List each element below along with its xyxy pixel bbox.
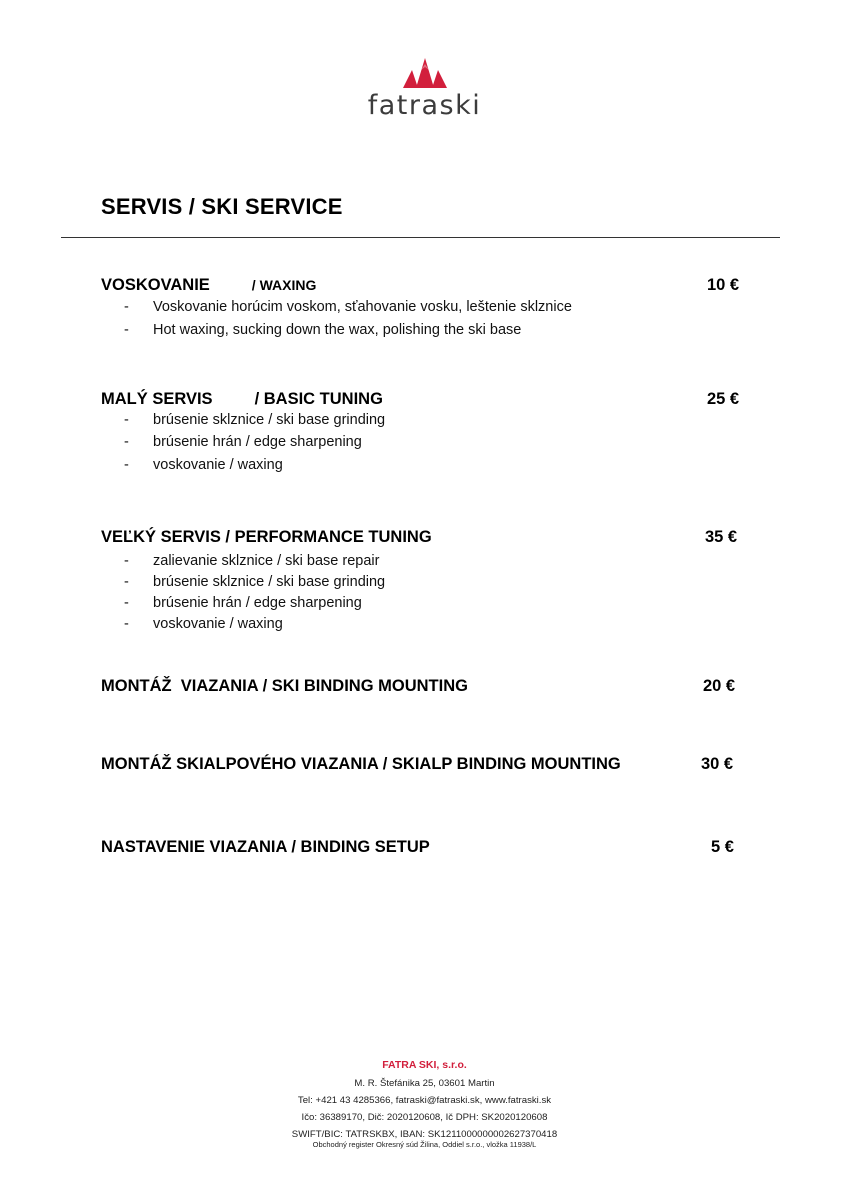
- brand-name: fatraski: [367, 90, 482, 121]
- service-performance-tuning-title: VEĽKÝ SERVIS / PERFORMANCE TUNING: [101, 528, 432, 546]
- service-skialp-mounting-price: 30 €: [701, 755, 734, 773]
- list-item: - voskovanie / waxing: [124, 616, 283, 632]
- title-divider: [61, 237, 780, 238]
- service-waxing-title: [101, 276, 316, 295]
- footer-register: Obchodný register Okresný súd Žilina, Oddiel s.r.o., vložka 11938/L: [312, 1140, 537, 1149]
- footer-ids: Ičo: 36389170, Dič: 2020120608, Ič DPH: SK2020120608: [301, 1112, 548, 1123]
- footer-bank: SWIFT/BIC: TATRSKBX, IBAN: SK1211000000002627370418: [291, 1129, 558, 1140]
- footer-company: FATRA SKI, s.r.o.: [382, 1059, 467, 1071]
- service-basic-tuning-price: 25 €: [707, 390, 740, 408]
- brand-logo: [0, 58, 849, 121]
- page-title: SERVIS / SKI SERVICE: [101, 194, 343, 219]
- list-item: - brúsenie sklznice / ski base grinding: [124, 574, 386, 590]
- service-name-en: / BASIC TUNING: [254, 390, 383, 408]
- service-performance-tuning-price: 35 €: [705, 528, 738, 546]
- service-basic-tuning-title: [101, 390, 383, 409]
- service-binding-setup-price: 5 €: [711, 838, 734, 856]
- service-binding-mounting-price: 20 €: [703, 677, 736, 695]
- service-name-sk: VOSKOVANIE: [101, 276, 210, 294]
- list-item: - Hot waxing, sucking down the wax, polishing the ski base: [124, 322, 522, 338]
- list-item: - voskovanie / waxing: [124, 457, 283, 473]
- service-name-en: / WAXING: [251, 277, 317, 293]
- company-footer: [0, 1059, 849, 1149]
- footer-address: M. R. Štefánika 25, 03601 Martin: [354, 1078, 495, 1089]
- service-binding-mounting-title: MONTÁŽ VIAZANIA / SKI BINDING MOUNTING: [101, 677, 468, 695]
- service-skialp-mounting-title: MONTÁŽ SKIALPOVÉHO VIAZANIA / SKIALP BINDING MOUNTING: [101, 755, 621, 773]
- service-waxing-price: 10 €: [707, 276, 740, 294]
- service-binding-setup-title: NASTAVENIE VIAZANIA / BINDING SETUP: [101, 838, 430, 856]
- footer-contact: Tel: +421 43 4285366, fatraski@fatraski.sk, www.fatraski.sk: [297, 1095, 552, 1106]
- list-item: - brúsenie hrán / edge sharpening: [124, 595, 362, 611]
- list-item: - zalievanie sklznice / ski base repair: [124, 553, 380, 569]
- mountain-logo-icon: [401, 58, 449, 88]
- service-name-sk: MALÝ SERVIS: [101, 390, 213, 408]
- list-item: - Voskovanie horúcim voskom, sťahovanie vosku, leštenie sklznice: [124, 299, 572, 315]
- list-item: - brúsenie sklznice / ski base grinding: [124, 412, 386, 428]
- list-item: - brúsenie hrán / edge sharpening: [124, 434, 362, 450]
